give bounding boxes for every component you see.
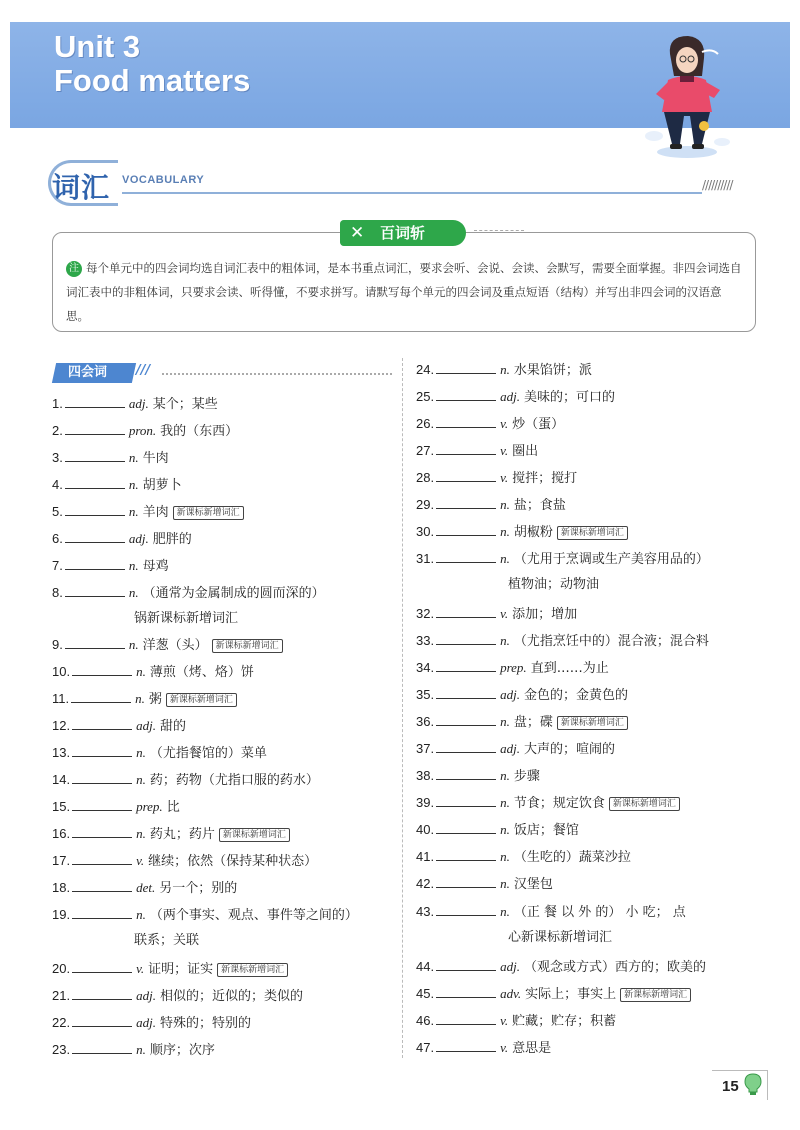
vocab-part-of-speech: n. [128, 558, 139, 573]
new-word-tag: 新课标新增词汇 [620, 988, 691, 1002]
vocab-answer-blank[interactable] [65, 423, 125, 435]
vocab-item [416, 767, 540, 786]
vocab-part-of-speech: v. [500, 470, 509, 485]
vocab-item [416, 361, 592, 380]
vocab-answer-blank[interactable] [71, 691, 131, 703]
vocab-answer-blank[interactable] [436, 497, 496, 509]
vocab-number: 38. [416, 768, 435, 783]
vocab-part-of-speech: adj. [128, 531, 149, 546]
vocab-number: 11. [52, 691, 70, 706]
vocab-meaning: 添加；增加 [512, 607, 578, 622]
vocab-number: 5. [52, 504, 63, 519]
vocab-number: 36. [416, 714, 435, 729]
girl-illustration-icon [642, 32, 732, 160]
vocab-item [52, 557, 169, 576]
vocab-item [52, 690, 237, 709]
four-skill-label: 四会词 [68, 365, 108, 380]
vocab-number: 47. [416, 1040, 435, 1055]
vocab-number: 41. [416, 849, 435, 864]
vocab-item [416, 496, 566, 515]
new-word-tag: 新课标新增词汇 [521, 930, 613, 945]
vocab-meaning: 洋葱（头） [142, 638, 208, 653]
vocab-answer-blank[interactable] [65, 585, 125, 597]
vocab-meaning: 盐；食盐 [513, 498, 566, 513]
vocab-part-of-speech: n. [500, 551, 510, 566]
vocab-item [416, 605, 577, 624]
vocab-item [52, 636, 283, 655]
sword-icon: ✕ [350, 223, 365, 243]
vocab-meaning: 母鸡 [142, 559, 169, 574]
vocab-meaning: 汉堡包 [513, 877, 553, 892]
page-number [712, 1064, 772, 1104]
unit-number: Unit 3 [54, 29, 141, 64]
vocab-part-of-speech: n. [135, 691, 145, 706]
new-word-tag: 新课标新增词汇 [147, 611, 239, 626]
vocab-meaning: 水果馅饼；派 [513, 363, 592, 378]
vocab-item [52, 798, 180, 817]
vocab-part-of-speech: adj. [136, 1015, 156, 1030]
vocab-part-of-speech: n. [136, 826, 146, 841]
vocab-item [416, 523, 628, 542]
vocab-meaning: 肥胖的 [152, 532, 192, 547]
unit-name: Food matters [54, 63, 251, 98]
vocab-item [416, 740, 615, 759]
vocab-meaning: 顺序；次序 [149, 1043, 215, 1058]
vocab-item [52, 717, 186, 736]
vocab-answer-blank[interactable] [72, 988, 132, 1000]
vocab-item [52, 530, 192, 549]
vocab-number: 32. [416, 606, 435, 621]
vocab-meaning: 胡萝卜 [142, 478, 182, 493]
vocab-answer-blank[interactable] [65, 637, 125, 649]
four-skill-bars: /// [136, 363, 151, 378]
vocab-answer-blank[interactable] [72, 853, 132, 865]
vocab-meaning: 炒（蛋） [512, 417, 565, 432]
vocab-answer-blank[interactable] [436, 389, 496, 401]
vocab-answer-blank[interactable] [65, 450, 125, 462]
vocab-meaning: 我的（东西） [160, 424, 239, 439]
vocab-part-of-speech: pron. [128, 423, 157, 438]
vocab-meaning: 药；药物（尤指口服的药水） [149, 773, 319, 788]
vocab-item [52, 476, 182, 495]
vocab-item [416, 1012, 616, 1031]
vocab-meaning: 金色的；金黄色的 [523, 688, 628, 703]
vocab-meaning: 某个；某些 [152, 397, 218, 412]
vocab-number: 13. [52, 745, 71, 760]
vocab-part-of-speech: n. [500, 714, 510, 729]
vocab-number: 2. [52, 423, 63, 438]
vocab-answer-blank[interactable] [72, 1015, 132, 1027]
column-divider [402, 358, 403, 1058]
vocab-answer-blank[interactable] [436, 1040, 496, 1052]
vocab-part-of-speech: n. [500, 497, 510, 512]
vocab-meaning: 搅拌；搅打 [512, 471, 578, 486]
new-word-tag: 新课标新增词汇 [609, 797, 680, 811]
baicizhan-badge [340, 220, 466, 246]
four-skill-tag [52, 363, 136, 383]
page-number-text: 15 [722, 1078, 739, 1095]
vocab-item [416, 469, 577, 488]
vocab-number: 10. [52, 664, 71, 679]
vocab-item [416, 659, 609, 678]
vocab-part-of-speech: v. [500, 1040, 509, 1055]
vocab-number: 19. [52, 907, 71, 922]
new-word-tag: 新课标新增词汇 [219, 828, 290, 842]
vocab-part-of-speech: v. [500, 606, 509, 621]
vocab-meaning: 饭店；餐馆 [513, 823, 579, 838]
vocab-answer-blank[interactable] [436, 741, 496, 753]
vocab-part-of-speech: prep. [500, 660, 527, 675]
section-title-cn: 词汇 [52, 171, 111, 204]
vocab-answer-blank[interactable] [72, 799, 132, 811]
vocab-item [52, 1041, 215, 1060]
vocab-meaning: 意思是 [512, 1041, 552, 1056]
vocab-number: 23. [52, 1042, 71, 1057]
vocab-meaning: 药丸；药片 [149, 827, 215, 842]
vocab-part-of-speech: adj. [136, 988, 156, 1003]
vocab-part-of-speech: n. [128, 477, 139, 492]
vocab-part-of-speech: n. [500, 849, 510, 864]
vocab-item [416, 1039, 551, 1058]
vocab-meaning: 实际上；事实上 [525, 987, 617, 1002]
vocab-number: 3. [52, 450, 63, 465]
note-body: 每个单元中的四会词均选自词汇表中的粗体词，是本书重点词汇，要求会听、会说、会读、会默写，需要全面掌握。非四会词选自词汇表中的非粗体词，只要求会读、听得懂，不要求拼写。请默写每个单元的四会词及重点短语（结构）并写出非四会词的汉语意思。 [66, 261, 742, 323]
vocab-item [416, 550, 709, 569]
vocab-meaning: （两个事实、观点、事件等之间的） [149, 908, 358, 923]
vocab-item [416, 958, 706, 977]
vocab-part-of-speech: n. [500, 524, 510, 539]
vocab-meaning: 美味的；可口的 [523, 390, 615, 405]
vocab-item [52, 879, 237, 898]
vocab-part-of-speech: n. [128, 450, 139, 465]
vocab-item [52, 852, 317, 871]
vocab-answer-blank[interactable] [65, 531, 125, 543]
vocab-meaning: 继续；依然（保持某种状态） [148, 854, 318, 869]
vocab-number: 18. [52, 880, 71, 895]
vocab-number: 14. [52, 772, 71, 787]
new-word-tag: 新课标新增词汇 [173, 506, 244, 520]
vocab-meaning: 圈出 [512, 444, 539, 459]
vocab-item [52, 1014, 251, 1033]
vocab-meaning: （尤用于烹调或生产美容用品的） [513, 552, 709, 567]
note-marker: 注 [66, 261, 82, 277]
vocab-number: 31. [416, 551, 435, 566]
note-text [66, 256, 744, 328]
vocabulary-section-header [48, 160, 760, 208]
four-skill-dots [162, 373, 392, 375]
vocab-item [52, 906, 358, 925]
vocab-number: 1. [52, 396, 63, 411]
vocab-number: 12. [52, 718, 71, 733]
vocab-number: 22. [52, 1015, 71, 1030]
vocab-meaning-continued-text: 心 [508, 930, 522, 945]
unit-title [54, 30, 250, 98]
vocab-number: 26. [416, 416, 435, 431]
vocab-answer-blank[interactable] [436, 551, 496, 563]
vocab-number: 33. [416, 633, 435, 648]
vocab-meaning: 直到……为止 [530, 661, 609, 676]
vocab-part-of-speech: adv. [500, 986, 522, 1001]
vocab-number: 45. [416, 986, 435, 1001]
vocab-item [416, 903, 686, 922]
vocab-part-of-speech: adj. [500, 741, 520, 756]
vocab-number: 15. [52, 799, 71, 814]
vocab-item [52, 503, 244, 522]
vocab-meaning: 牛肉 [142, 451, 169, 466]
lightbulb-icon [742, 1072, 764, 1096]
unit-banner [10, 22, 790, 128]
badge-label: 百词斩 [380, 224, 426, 242]
vocab-meaning-continued-text: 植物油；动物油 [508, 577, 600, 592]
vocab-part-of-speech: n. [136, 907, 146, 922]
vocab-number: 20. [52, 961, 71, 976]
vocab-meaning: （通常为金属制成的圆而深的） [142, 586, 325, 601]
vocab-answer-blank[interactable] [436, 714, 496, 726]
vocab-meaning: 甜的 [159, 719, 186, 734]
vocab-item [52, 663, 254, 682]
vocab-item [52, 422, 238, 441]
vocab-part-of-speech: n. [500, 795, 510, 810]
vocab-meaning: 比 [166, 800, 180, 815]
vocab-meaning: 步骤 [513, 769, 540, 784]
vocab-part-of-speech: v. [500, 443, 509, 458]
new-word-tag: 新课标新增词汇 [217, 963, 288, 977]
vocab-answer-blank[interactable] [436, 660, 496, 672]
vocab-part-of-speech: v. [500, 416, 509, 431]
vocab-answer-blank[interactable] [65, 504, 125, 516]
vocab-part-of-speech: n. [128, 585, 139, 600]
vocab-answer-blank[interactable] [436, 768, 496, 780]
vocab-item [416, 848, 631, 867]
vocab-answer-blank[interactable] [436, 443, 496, 455]
vocab-meaning: 节食；规定饮食 [513, 796, 605, 811]
vocab-part-of-speech: n. [136, 664, 146, 679]
vocab-meaning-continued-text: 锅 [134, 611, 148, 626]
vocab-answer-blank[interactable] [72, 880, 132, 892]
vocab-answer-blank[interactable] [436, 362, 496, 374]
vocab-number: 27. [416, 443, 435, 458]
vocab-part-of-speech: prep. [136, 799, 163, 814]
vocab-answer-blank[interactable] [436, 849, 496, 861]
vocab-part-of-speech: adj. [500, 959, 520, 974]
vocab-number: 43. [416, 904, 435, 919]
vocab-meaning: （生吃的）蔬菜沙拉 [513, 850, 631, 865]
vocab-meaning: （观念或方式）西方的；欧美的 [523, 960, 706, 975]
vocab-part-of-speech: adj. [500, 389, 520, 404]
vocab-answer-blank[interactable] [436, 687, 496, 699]
vocab-number: 8. [52, 585, 63, 600]
vocab-answer-blank[interactable] [436, 470, 496, 482]
vocab-number: 7. [52, 558, 63, 573]
vocab-number: 6. [52, 531, 63, 546]
vocab-part-of-speech: n. [500, 822, 510, 837]
vocab-part-of-speech: adj. [128, 396, 149, 411]
vocab-part-of-speech: n. [500, 633, 510, 648]
vocab-part-of-speech: v. [136, 853, 145, 868]
vocab-answer-blank[interactable] [72, 826, 132, 838]
vocab-number: 4. [52, 477, 63, 492]
vocab-answer-blank[interactable] [65, 396, 125, 408]
vocab-part-of-speech: n. [136, 772, 146, 787]
vocab-item [416, 794, 680, 813]
vocab-answer-blank[interactable] [72, 745, 132, 757]
section-rule [122, 192, 702, 194]
vocab-number: 37. [416, 741, 435, 756]
vocab-meaning: 薄煎（烤、烙）饼 [149, 665, 254, 680]
new-word-tag: 新课标新增词汇 [166, 693, 237, 707]
vocab-item [52, 744, 267, 763]
vocab-meaning: 贮藏；贮存；积蓄 [512, 1014, 617, 1029]
vocab-number: 9. [52, 637, 63, 652]
vocab-part-of-speech: v. [500, 1013, 509, 1028]
vocab-item [52, 584, 325, 603]
vocab-number: 42. [416, 876, 435, 891]
vocab-part-of-speech: n. [500, 768, 510, 783]
vocab-item [416, 632, 709, 651]
vocab-number: 44. [416, 959, 435, 974]
vocab-meaning-continued [508, 576, 599, 594]
new-word-tag: 新课标新增词汇 [557, 526, 628, 540]
vocab-number: 40. [416, 822, 435, 837]
vocab-meaning: 粥 [148, 692, 162, 707]
vocab-answer-blank[interactable] [65, 558, 125, 570]
vocab-answer-blank[interactable] [436, 986, 496, 998]
vocab-part-of-speech: n. [500, 876, 510, 891]
vocab-answer-blank[interactable] [72, 718, 132, 730]
vocab-meaning: 羊肉 [142, 505, 169, 520]
vocab-item [416, 442, 538, 461]
vocab-meaning: 相似的；近似的；类似的 [159, 989, 303, 1004]
vocab-part-of-speech: n. [136, 1042, 146, 1057]
vocab-part-of-speech: n. [136, 745, 146, 760]
vocab-number: 46. [416, 1013, 435, 1028]
vocab-answer-blank[interactable] [72, 907, 132, 919]
vocab-part-of-speech: n. [500, 362, 510, 377]
vocab-part-of-speech: n. [500, 904, 510, 919]
vocab-meaning-continued [134, 610, 238, 628]
vocab-meaning: 胡椒粉 [513, 525, 553, 540]
vocab-number: 29. [416, 497, 435, 512]
vocab-answer-blank[interactable] [72, 961, 132, 973]
vocab-meaning-continued [508, 929, 612, 947]
vocab-answer-blank[interactable] [436, 795, 496, 807]
vocab-answer-blank[interactable] [72, 772, 132, 784]
vocab-meaning: 特殊的；特别的 [159, 1016, 251, 1031]
new-word-tag: 新课标新增词汇 [557, 716, 628, 730]
vocab-part-of-speech: v. [136, 961, 145, 976]
vocab-part-of-speech: n. [128, 637, 139, 652]
vocab-part-of-speech: adj. [136, 718, 156, 733]
vocab-meaning: 盘；碟 [513, 715, 553, 730]
vocab-item [52, 449, 169, 468]
vocab-meaning: 证明；证实 [148, 962, 214, 977]
vocab-number: 30. [416, 524, 435, 539]
vocab-item [52, 395, 218, 414]
vocab-number: 17. [52, 853, 71, 868]
vocab-meaning: 大声的；喧闹的 [523, 742, 615, 757]
vocab-number: 28. [416, 470, 435, 485]
vocab-number: 25. [416, 389, 435, 404]
vocab-item [416, 985, 691, 1004]
vocab-meaning: 另一个；别的 [159, 881, 238, 896]
vocab-number: 16. [52, 826, 71, 841]
new-word-tag: 新课标新增词汇 [212, 639, 283, 653]
vocab-answer-blank[interactable] [72, 664, 132, 676]
vocab-meaning: （尤指烹饪中的）混合液；混合料 [513, 634, 709, 649]
vocab-part-of-speech: n. [128, 504, 139, 519]
vocab-item [52, 771, 319, 790]
vocab-number: 21. [52, 988, 71, 1003]
section-title-en: VOCABULARY [122, 174, 205, 186]
vocab-item [52, 987, 303, 1006]
vocab-number: 39. [416, 795, 435, 810]
vocab-item [52, 960, 288, 979]
vocab-item [416, 388, 615, 407]
vocab-number: 34. [416, 660, 435, 675]
vocab-item [416, 686, 628, 705]
vocab-item [416, 415, 564, 434]
vocab-number: 24. [416, 362, 435, 377]
vocab-meaning: （正 餐 以 外 的） 小 吃； 点 [513, 905, 686, 920]
vocab-number: 35. [416, 687, 435, 702]
vocab-answer-blank[interactable] [436, 524, 496, 536]
vocab-item [416, 875, 553, 894]
vocab-meaning-continued [134, 932, 199, 950]
section-slashes: ////////// [702, 178, 733, 192]
vocab-meaning: （尤指餐馆的）菜单 [149, 746, 267, 761]
vocab-answer-blank[interactable] [436, 959, 496, 971]
vocab-answer-blank[interactable] [436, 606, 496, 618]
vocab-answer-blank[interactable] [436, 876, 496, 888]
vocab-item [416, 713, 628, 732]
vocab-answer-blank[interactable] [436, 904, 496, 916]
vocab-part-of-speech: adj. [500, 687, 520, 702]
vocab-item [52, 825, 290, 844]
vocab-part-of-speech: det. [136, 880, 156, 895]
vocab-answer-blank[interactable] [65, 477, 125, 489]
vocab-answer-blank[interactable] [436, 822, 496, 834]
vocab-answer-blank[interactable] [436, 416, 496, 428]
vocab-answer-blank[interactable] [436, 1013, 496, 1025]
badge-tail [474, 230, 524, 236]
vocab-meaning-continued-text: 联系；关联 [134, 933, 200, 948]
vocab-answer-blank[interactable] [436, 633, 496, 645]
vocab-answer-blank[interactable] [72, 1042, 132, 1054]
vocab-item [416, 821, 579, 840]
